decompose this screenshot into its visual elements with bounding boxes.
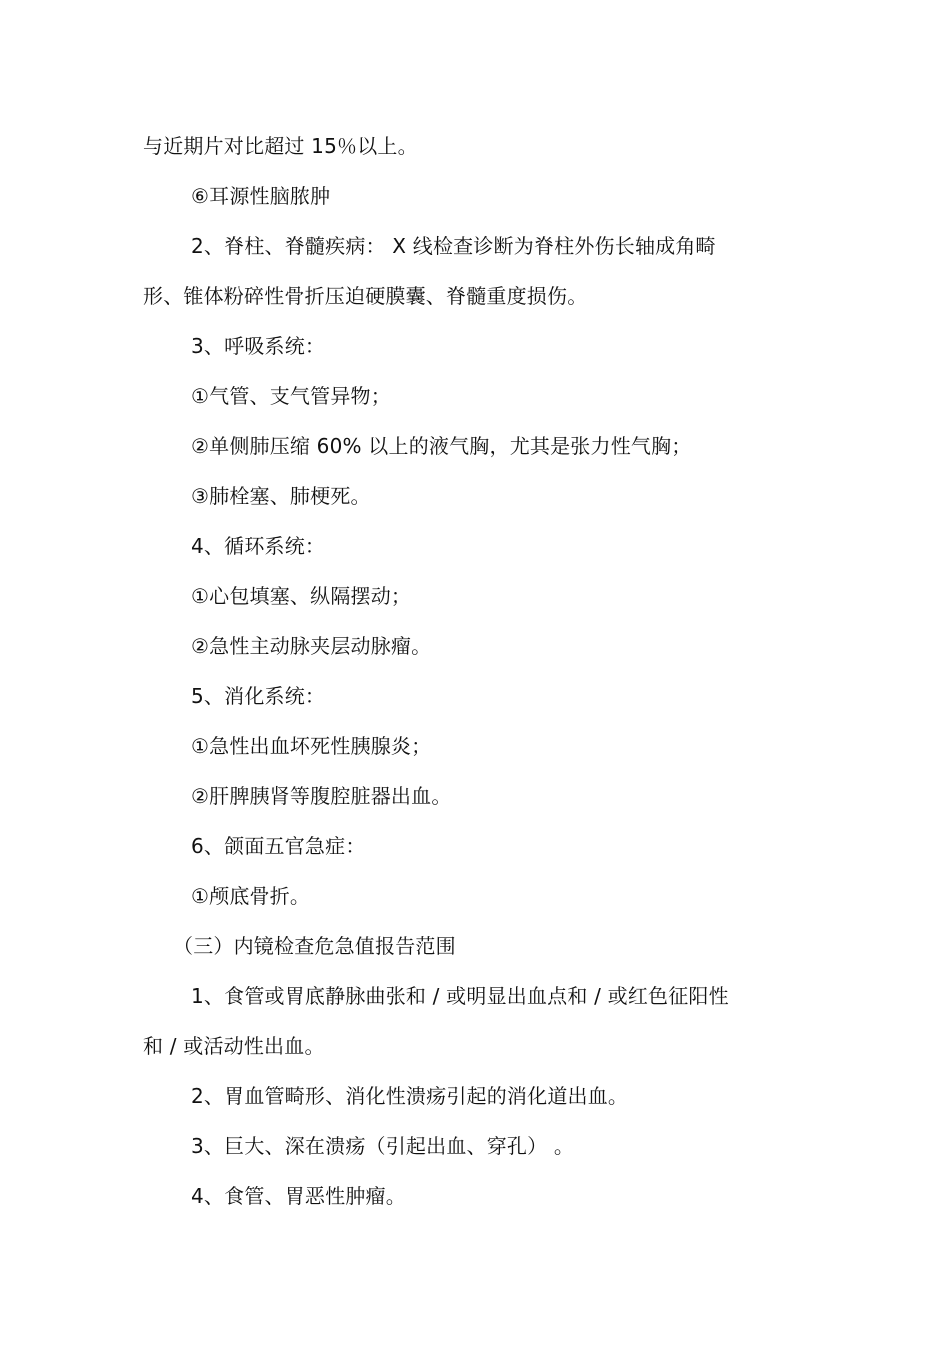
text-line-6: ①气管、支气管异物；	[191, 384, 391, 408]
text-line-14: ②肝脾胰肾等腹腔脏器出血。	[191, 784, 452, 808]
text-line-5: 3、呼吸系统：	[191, 334, 326, 358]
text-line-10: ①心包填塞、纵隔摆动；	[191, 584, 412, 608]
text-line-8: ③肺栓塞、肺梗死。	[191, 484, 371, 508]
text-line-20: 2、胃血管畸形、消化性溃疡引起的消化道出血。	[191, 1084, 629, 1108]
text-line-18: 1、食管或胃底静脉曲张和 / 或明显出血点和 / 或红色征阳性	[191, 984, 729, 1008]
section-heading: （三）内镜检查危急值报告范围	[173, 934, 456, 958]
text-line-12: 5、消化系统：	[191, 684, 326, 708]
text-line-15: 6、颌面五官急症：	[191, 834, 366, 858]
text-line-3: 2、脊柱、脊髓疾病： X 线检查诊断为脊柱外伤长轴成角畸	[191, 234, 716, 258]
text-line-16: ①颅底骨折。	[191, 884, 311, 908]
text-line-22: 4、食管、胃恶性肿瘤。	[191, 1184, 406, 1208]
text-line-1: 与近期片对比超过 15％以上。	[143, 134, 418, 158]
text-line-21: 3、巨大、深在溃疡（引起出血、穿孔） 。	[191, 1134, 575, 1158]
text-line-2: ⑥耳源性脑脓肿	[191, 184, 331, 208]
text-line-9: 4、循环系统：	[191, 534, 326, 558]
text-line-7: ②单侧肺压缩 60% 以上的液气胸，尤其是张力性气胸；	[191, 434, 692, 458]
text-line-4: 形、锥体粉碎性骨折压迫硬膜囊、脊髓重度损伤。	[143, 284, 588, 308]
text-line-13: ①急性出血坏死性胰腺炎；	[191, 734, 432, 758]
text-line-11: ②急性主动脉夹层动脉瘤。	[191, 634, 432, 658]
text-line-19: 和 / 或活动性出血。	[143, 1034, 325, 1058]
